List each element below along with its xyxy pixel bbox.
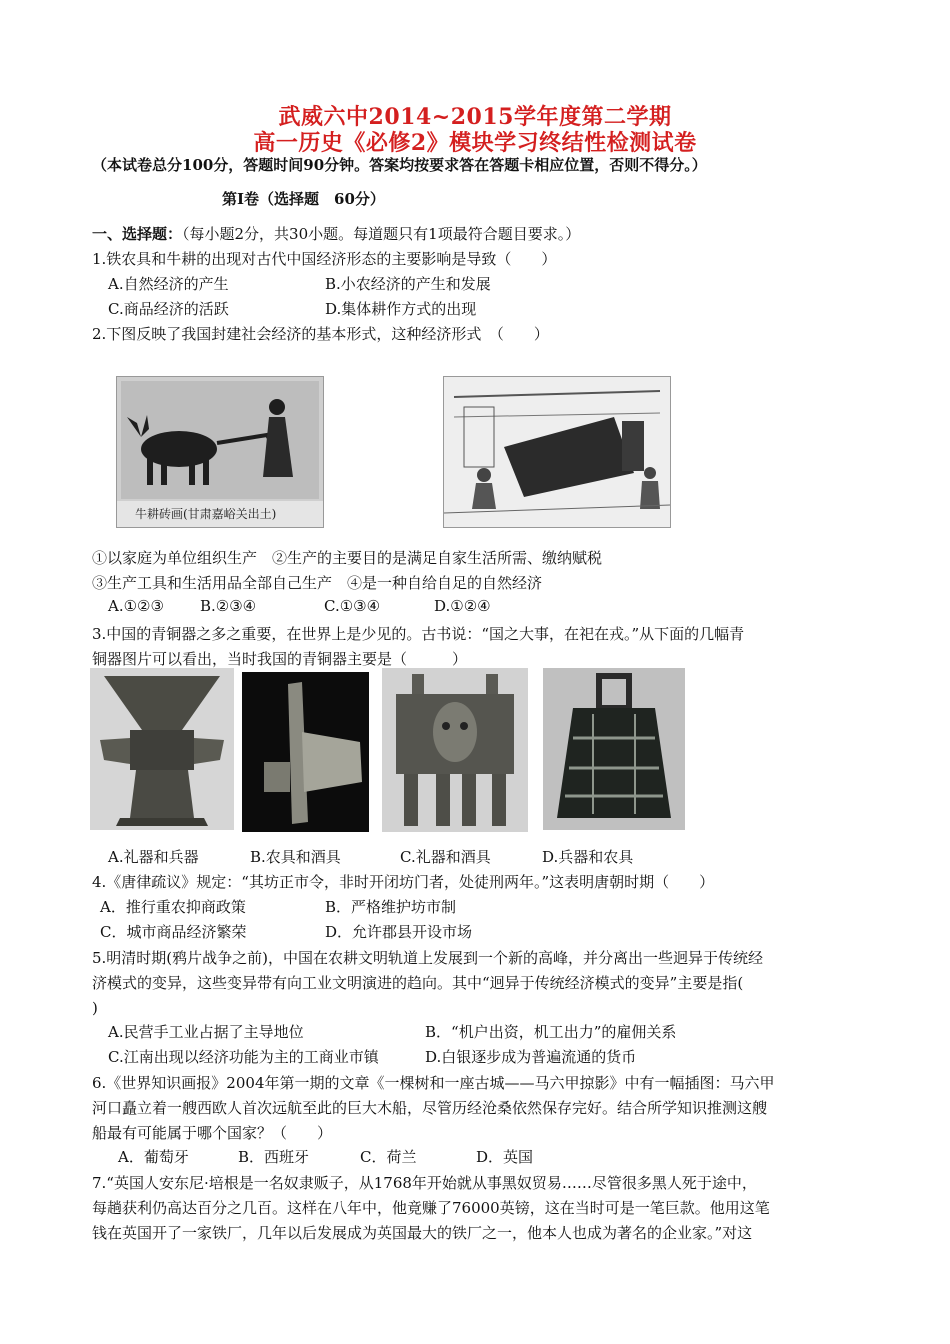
q2-option-a: A.①②③ xyxy=(108,597,164,615)
q2-option-d: D.①②④ xyxy=(434,597,491,615)
exam-title-line2: 高一历史《必修2》模块学习终结性检测试卷 xyxy=(253,130,697,156)
weaving-scene-drawing xyxy=(444,377,670,527)
q2-option-c: C.①③④ xyxy=(324,597,381,615)
question-2-stem: 2.下图反映了我国封建社会经济的基本形式，这种经济形式 （ ） xyxy=(92,325,549,343)
q1-option-a: A.自然经济的产生 xyxy=(108,275,229,293)
q5-option-d: D.白银逐步成为普遍流通的货币 xyxy=(425,1048,637,1066)
q2-statement-3-4: ③生产工具和生活用品全部自己生产 ④是一种自给自足的自然经济 xyxy=(92,574,543,592)
q5-option-a: A.民营手工业占据了主导地位 xyxy=(108,1023,304,1041)
part-heading xyxy=(92,222,580,246)
q3-option-d: D.兵器和农具 xyxy=(542,848,634,866)
q1-option-d: D.集体耕作方式的出现 xyxy=(325,300,477,318)
question-5-stem-line3: ) xyxy=(92,999,98,1017)
exam-title-line1: 武威六中2014~2015学年度第二学期 xyxy=(278,104,672,130)
brick-painting-caption: 牛耕砖画(甘肃嘉峪关出土) xyxy=(135,507,277,521)
question-6-stem-line1: 6.《世界知识画报》2004年第一期的文章《一棵树和一座古城——马六甲掠影》中有一幅插图：马六甲 xyxy=(92,1074,775,1092)
q5-option-b: B．“机户出资，机工出力”的雇佣关系 xyxy=(425,1023,677,1041)
bronze-ding-face-photo xyxy=(382,668,528,832)
q2-option-b: B.②③④ xyxy=(200,597,257,615)
question-7-stem-line3: 钱在英国开了一家铁厂，几年以后发展成为英国最大的铁厂之一，他本人也成为著名的企业家。”对这 xyxy=(92,1224,753,1242)
exam-instructions: （本试卷总分100分，答题时间90分钟。答案均按要求答在答题卡相应位置，否则不得分。） xyxy=(92,156,707,174)
part-label: 一、选择题： xyxy=(92,225,183,243)
q4-option-a: A．推行重农抑商政策 xyxy=(100,898,246,916)
q6-option-c: C．荷兰 xyxy=(360,1148,417,1166)
bronze-ding-drawing xyxy=(382,668,528,832)
q4-option-c: C．城市商品经济繁荣 xyxy=(100,923,247,941)
question-6-stem-line2: 河口矗立着一艘西欧人首次远航至此的巨大木船，尽管历经沧桑依然保存完好。结合所学知识推测这艘 xyxy=(92,1099,768,1117)
q5-option-c: C.江南出现以经济功能为主的工商业市镇 xyxy=(108,1048,379,1066)
q6-option-a: A．葡萄牙 xyxy=(118,1148,189,1166)
question-1-stem: 1.铁农具和牛耕的出现对古代中国经济形态的主要影响是导致（ ） xyxy=(92,250,557,268)
bronze-zun-drawing xyxy=(90,668,234,830)
section-heading: 第Ⅰ卷（选择题 60分） xyxy=(222,190,385,208)
question-3-stem-line1: 3.中国的青铜器之多之重要，在世界上是少见的。古书说：“国之大事，在祀在戎。”从下面的几幅青 xyxy=(92,625,745,643)
q4-option-b: B．严格维护坊市制 xyxy=(325,898,457,916)
q3-option-b: B.农具和酒具 xyxy=(250,848,341,866)
ox-plowing-brick-painting xyxy=(116,376,324,528)
weaving-workshop-illustration xyxy=(443,376,671,528)
question-4-stem: 4.《唐律疏议》规定：“其坊正市令，非时开闭坊门者，处徒刑两年。”这表明唐朝时期（ ） xyxy=(92,873,715,891)
question-7-stem-line2: 每趟获利仍高达百分之几百。这样在八年中，他竟赚了76000英镑，这在当时可是一笔巨款。他用这笔 xyxy=(92,1199,770,1217)
q4-option-d: D．允许郡县开设市场 xyxy=(325,923,473,941)
bronze-zun-vessel-photo xyxy=(90,668,234,830)
bronze-bell-photo xyxy=(543,668,685,830)
q1-option-c: C.商品经济的活跃 xyxy=(108,300,229,318)
question-6-stem-line3: 船最有可能属于哪个国家？（ ） xyxy=(92,1124,333,1142)
question-3-stem-line2: 铜器图片可以看出，当时我国的青铜器主要是（ ） xyxy=(92,650,468,668)
bronze-halberd-drawing xyxy=(242,672,369,832)
q3-option-a: A.礼器和兵器 xyxy=(108,848,199,866)
q6-option-b: B．西班牙 xyxy=(238,1148,310,1166)
bronze-bell-drawing xyxy=(543,668,685,830)
q3-option-c: C.礼器和酒具 xyxy=(400,848,491,866)
part-description: （每小题2分，共30小题。每道题只有1项最符合题目要求。） xyxy=(182,225,581,243)
question-5-stem-line1: 5.明清时期(鸦片战争之前)，中国在农耕文明轨道上发展到一个新的高峰，并分离出一些迥异于传统经 xyxy=(92,949,764,967)
question-7-stem-line1: 7.“英国人安东尼·培根是一名奴隶贩子，从1768年开始就从事黑奴贸易……尽管很多黑人死于途中， xyxy=(92,1174,757,1192)
question-5-stem-line2: 济模式的变异，这些变异带有向工业文明演进的趋向。其中“迥异于传统经济模式的变异”主要是指( xyxy=(92,974,744,992)
q6-option-d: D．英国 xyxy=(476,1148,534,1166)
bronze-ge-halberd-photo xyxy=(242,672,369,832)
q1-option-b: B.小农经济的产生和发展 xyxy=(325,275,491,293)
q2-statement-1-2: ①以家庭为单位组织生产 ②生产的主要目的是满足自家生活所需、缴纳赋税 xyxy=(92,549,603,567)
